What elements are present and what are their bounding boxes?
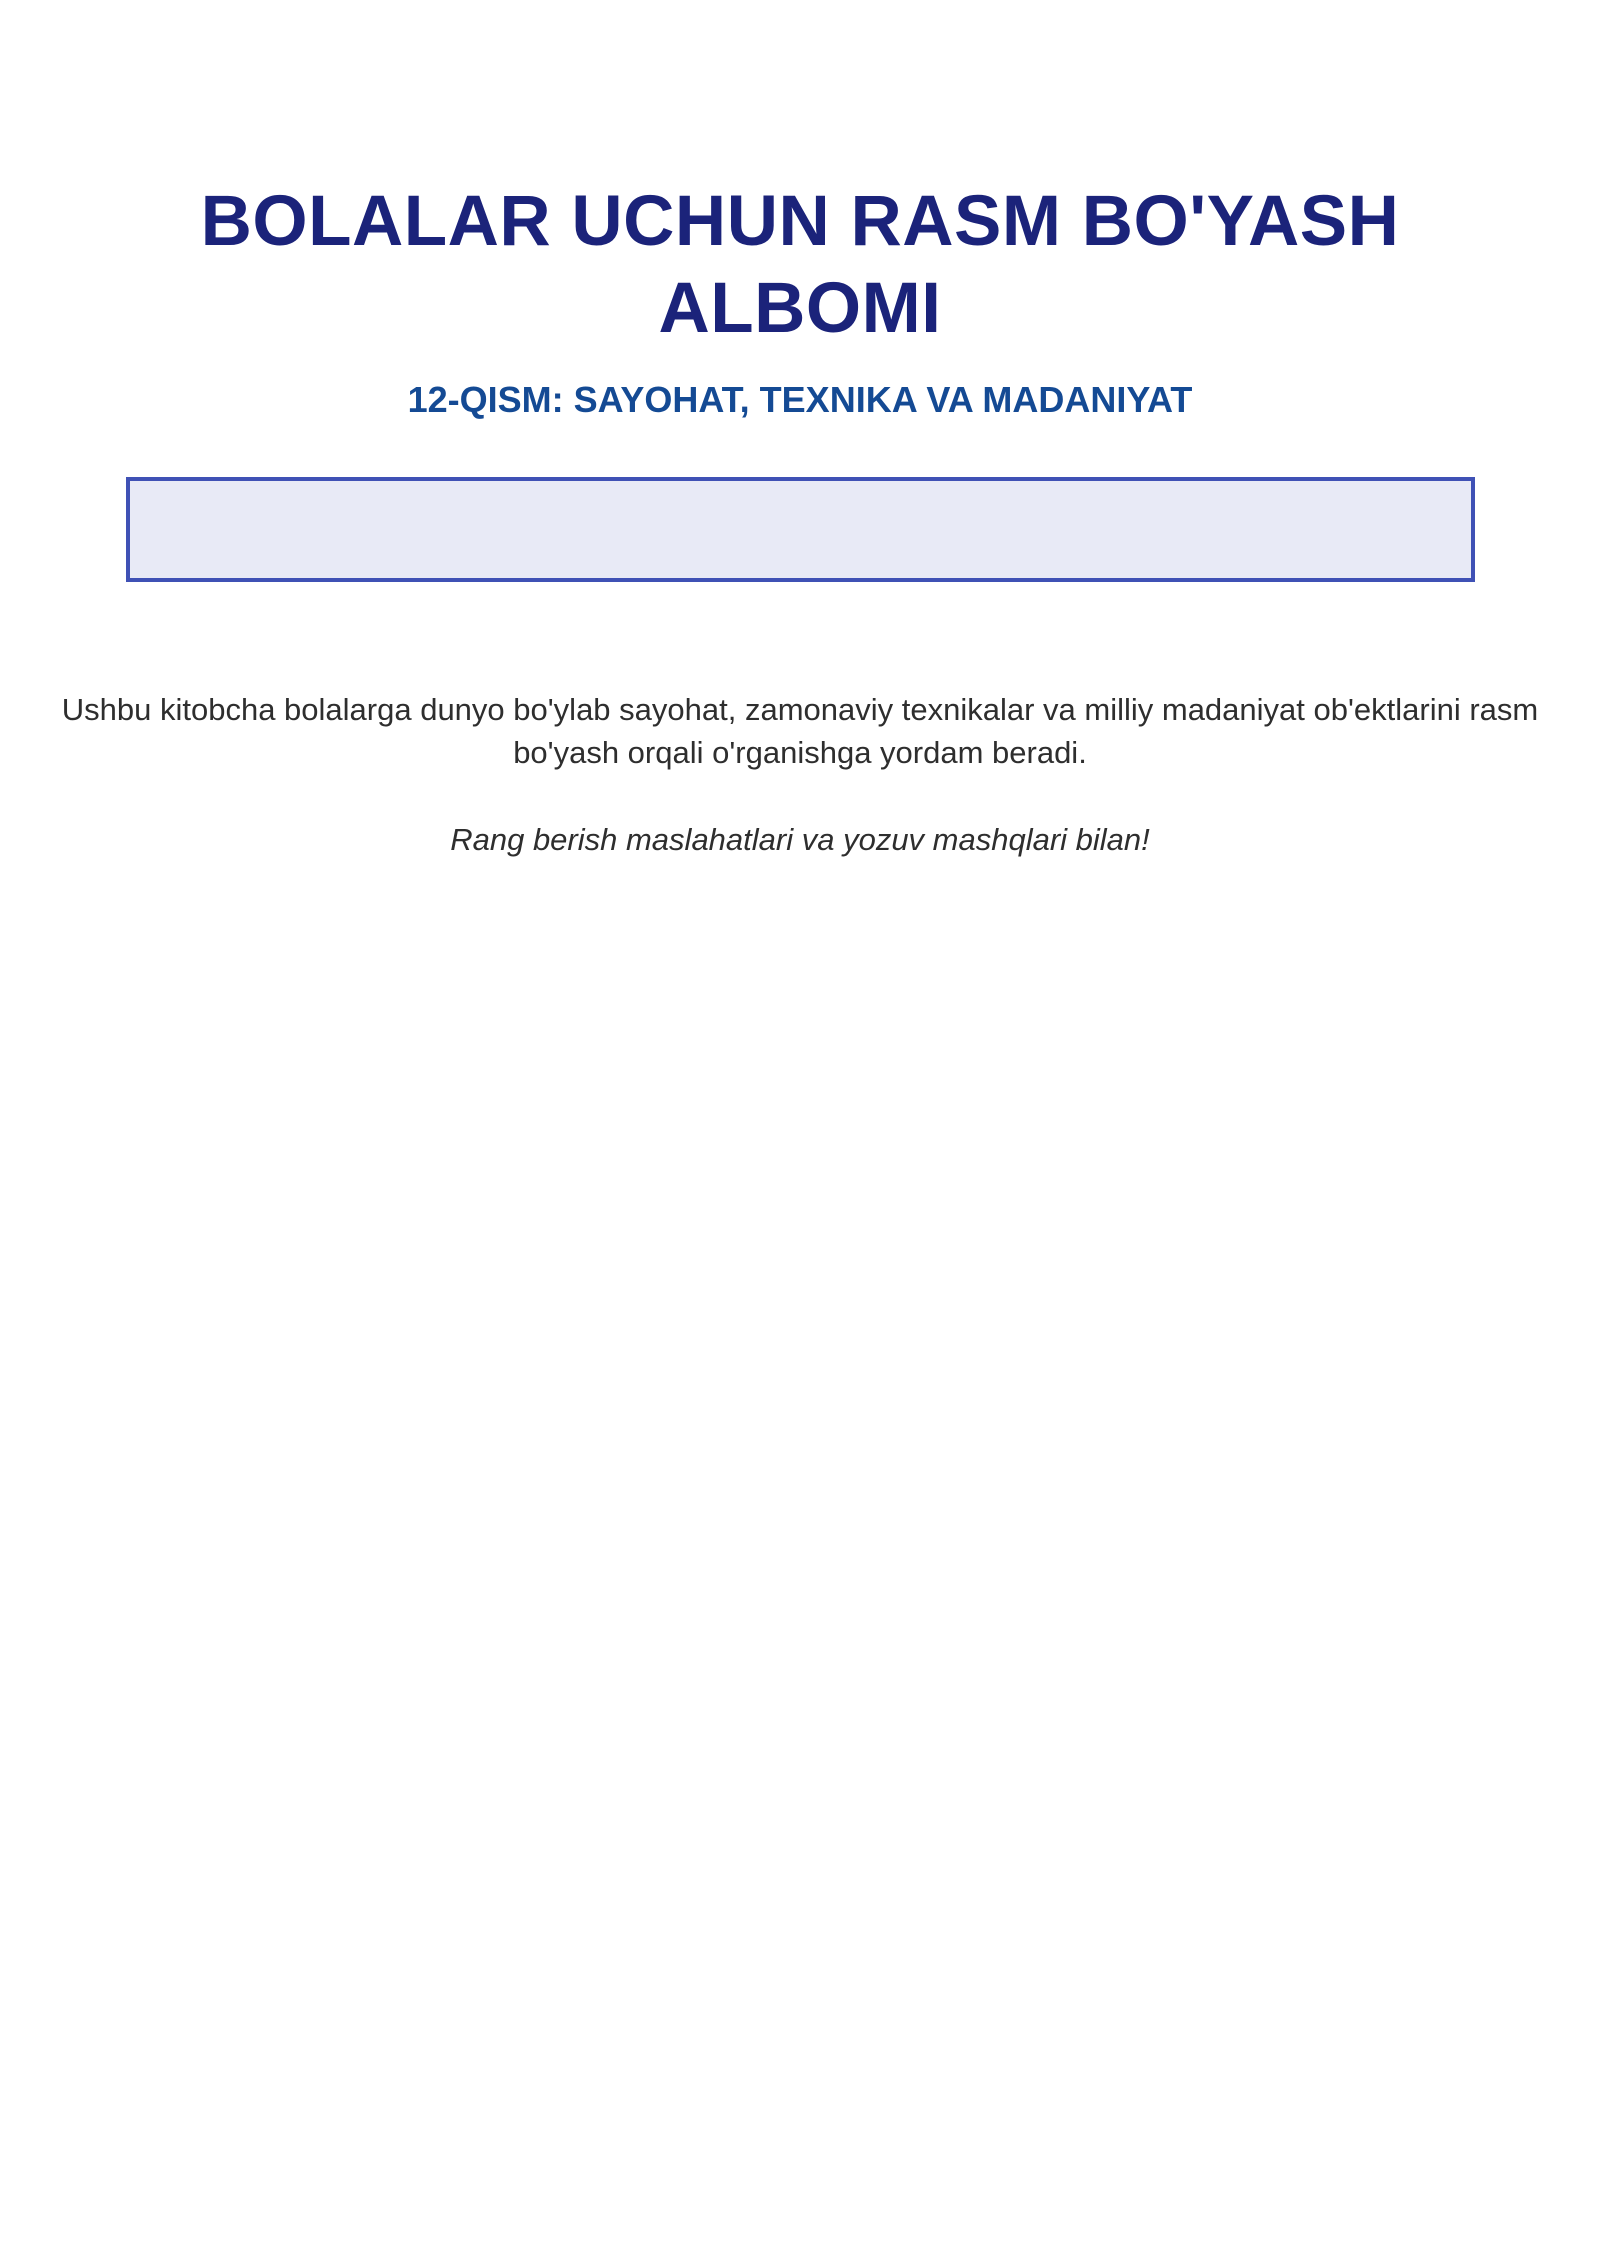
tagline: Rang berish maslahatlari va yozuv mashqlari bilan!	[450, 822, 1150, 857]
decorative-banner	[126, 477, 1475, 582]
intro-paragraph: Ushbu kitobcha bolalarga dunyo bo'ylab sayohat, zamonaviy texnikalar va milliy madaniyat ob'ektlarini rasm bo'yash orqali o'rganishga yordam beradi.	[61, 692, 1539, 770]
page-title: BOLALAR UCHUN RASM BO'YASH ALBOMI	[200, 182, 1400, 348]
page-subtitle: 12-QISM: SAYOHAT, TEXNIKA VA MADANIYAT	[407, 379, 1193, 420]
